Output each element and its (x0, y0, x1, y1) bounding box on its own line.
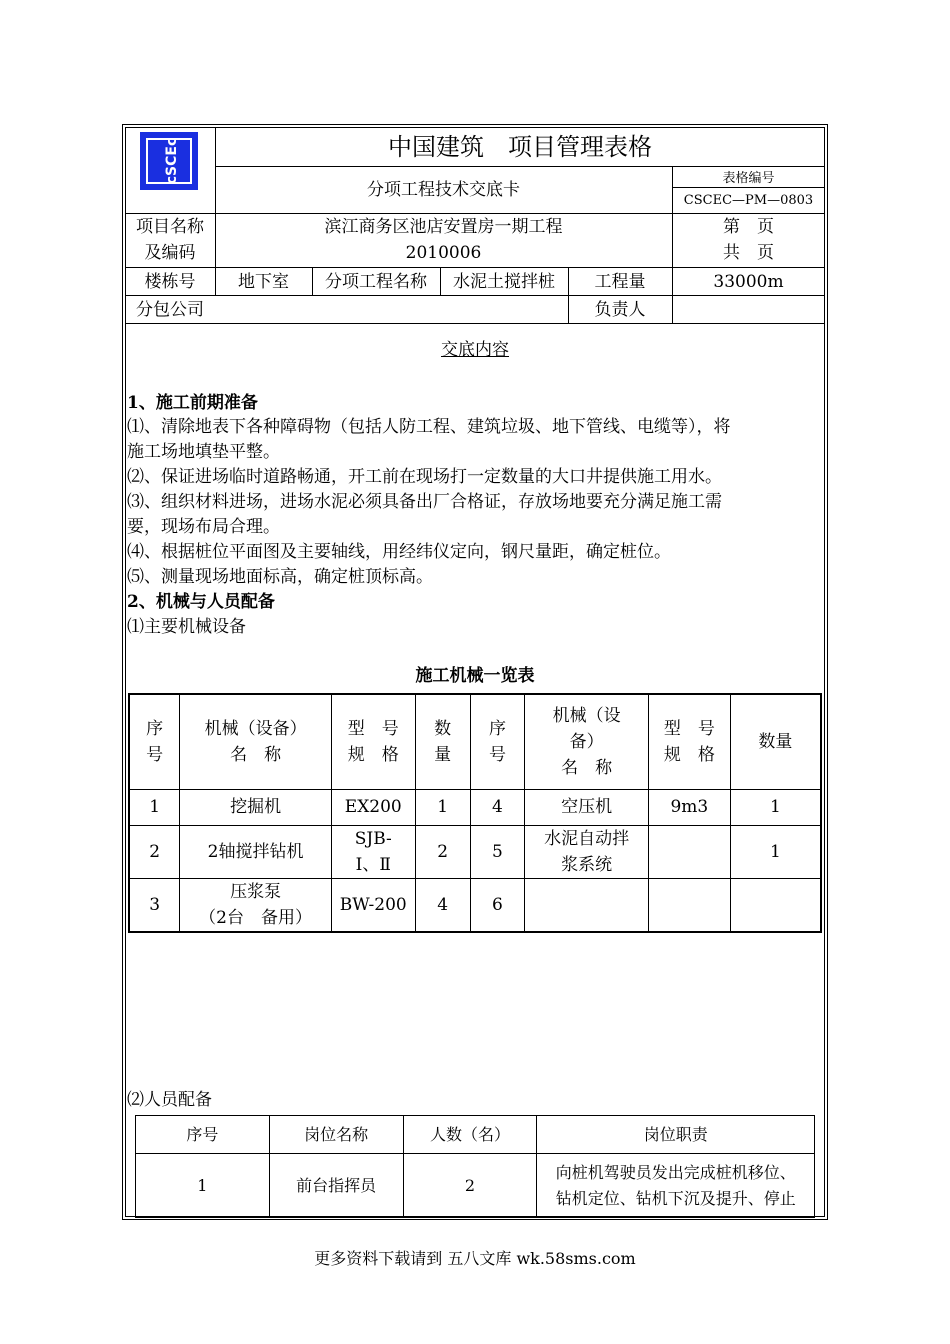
form-title: 中国建筑 项目管理表格 (388, 132, 652, 161)
machine-table-cell: 水泥自动拌 浆系统 (525, 825, 649, 878)
card-title: 分项工程技术交底卡 (367, 179, 520, 200)
section-1-title: 1、施工前期准备 (127, 393, 258, 413)
content-heading: 交底内容 (441, 340, 509, 360)
manager-label: 负责人 (594, 299, 646, 320)
subcontractor-value (215, 296, 568, 323)
staff-table-cell: 2 (403, 1154, 537, 1218)
machine-table-cell: 1 (730, 789, 821, 825)
machine-table-header-cell: 机械（设备） 名 称 (180, 694, 331, 789)
svg-text:cSCEc: cSCEc (164, 137, 180, 185)
paragraph-3a: ⑶、组织材料进场，进场水泥必须具备出厂合格证，存放场地要充分满足施工需 (127, 492, 722, 512)
building-label: 楼栋号 (144, 271, 196, 292)
section-2-2-title: ⑵人员配备 (127, 1090, 212, 1110)
machine-table-header-cell: 型 号 规 格 (648, 694, 730, 789)
machine-table-cell: 1 (415, 789, 470, 825)
machine-table-cell: 1 (730, 825, 821, 878)
machine-table-cell: 1 (129, 789, 180, 825)
page-label: 第 页 (723, 217, 774, 237)
machine-table-header-cell: 机械（设 备） 名 称 (525, 694, 649, 789)
staff-table (135, 1115, 815, 1218)
form-no: CSCEC—PM—0803 (683, 193, 814, 208)
paragraph-2: ⑵、保证进场临时道路畅通，开工前在现场打一定数量的大口井提供施工用水。 (127, 467, 722, 487)
machine-table-cell: 3 (129, 878, 180, 932)
cscec-logo-icon (144, 136, 194, 186)
staff-table-cell: 向桩机驾驶员发出完成桩机移位、 钻机定位、钻机下沉及提升、停止 (537, 1154, 815, 1218)
machine-table-cell: 空压机 (525, 789, 649, 825)
machine-table (128, 693, 822, 933)
staff-table-header-cell: 岗位名称 (269, 1116, 403, 1154)
machine-table-cell (525, 878, 649, 932)
cscec-logo (140, 132, 198, 190)
project-label-2: 及编码 (144, 243, 196, 263)
machine-table-cell: 6 (470, 878, 525, 932)
machine-table-cell: SJB- Ⅰ、Ⅱ (331, 825, 415, 878)
footer-text: 更多资料下载请到 五八文库 wk.58sms.com (314, 1249, 636, 1268)
machine-table-cell: 4 (415, 878, 470, 932)
machine-table-cell: 2 (129, 825, 180, 878)
paragraph-3b: 要，现场布局合理。 (127, 517, 280, 537)
machine-table-header-cell: 数 量 (415, 694, 470, 789)
machine-table-cell: 挖掘机 (180, 789, 331, 825)
paragraph-4: ⑷、根据桩位平面图及主要轴线，用经纬仪定向，钢尺量距，确定桩位。 (127, 542, 671, 562)
staff-table-cell: 1 (136, 1154, 270, 1218)
machine-table-cell: 9m3 (648, 789, 730, 825)
section-2-1-title: ⑴主要机械设备 (127, 617, 246, 637)
paragraph-1b: 施工场地填垫平整。 (127, 442, 280, 462)
machine-table-header-cell: 序 号 (129, 694, 180, 789)
staff-table-header-cell: 岗位职责 (537, 1116, 815, 1154)
paragraph-1a: ⑴、清除地表下各种障碍物（包括人防工程、建筑垃圾、地下管线、电缆等），将 (127, 417, 731, 437)
form-no-label: 表格编号 (722, 170, 775, 186)
section-2-title: 2、机械与人员配备 (127, 592, 275, 612)
subitem-value: 水泥土搅拌桩 (453, 271, 555, 292)
machine-table-cell: 2轴搅拌钻机 (180, 825, 331, 878)
machine-table-cell (648, 878, 730, 932)
paragraph-5: ⑸、测量现场地面标高，确定桩顶标高。 (127, 567, 433, 587)
project-name: 滨江商务区池店安置房一期工程 (324, 217, 563, 237)
staff-table-header-cell: 序号 (136, 1116, 270, 1154)
subitem-label: 分项工程名称 (325, 271, 427, 292)
machine-table-title: 施工机械一览表 (415, 666, 535, 686)
machine-table-cell: BW-200 (331, 878, 415, 932)
manager-value (672, 296, 825, 323)
machine-table-cell: 4 (470, 789, 525, 825)
project-code: 2010006 (405, 243, 482, 263)
project-label-1: 项目名称 (136, 217, 204, 237)
machine-table-header-cell: 型 号 规 格 (331, 694, 415, 789)
machine-table-cell: 2 (415, 825, 470, 878)
total-pages-label: 共 页 (723, 243, 774, 263)
quantity-label: 工程量 (594, 271, 646, 292)
staff-table-cell: 前台指挥员 (269, 1154, 403, 1218)
staff-table-header-cell: 人数（名） (403, 1116, 537, 1154)
building-value: 地下室 (238, 271, 289, 292)
machine-table-cell: EX200 (331, 789, 415, 825)
machine-table-cell (648, 825, 730, 878)
subcontractor-label: 分包公司 (136, 299, 204, 320)
machine-table-header-cell: 数量 (730, 694, 821, 789)
machine-table-header-cell: 序 号 (470, 694, 525, 789)
machine-table-cell (730, 878, 821, 932)
machine-table-cell: 压浆泵 （2台 备用） (180, 878, 331, 932)
machine-table-cell: 5 (470, 825, 525, 878)
quantity-value: 33000m (713, 271, 784, 292)
